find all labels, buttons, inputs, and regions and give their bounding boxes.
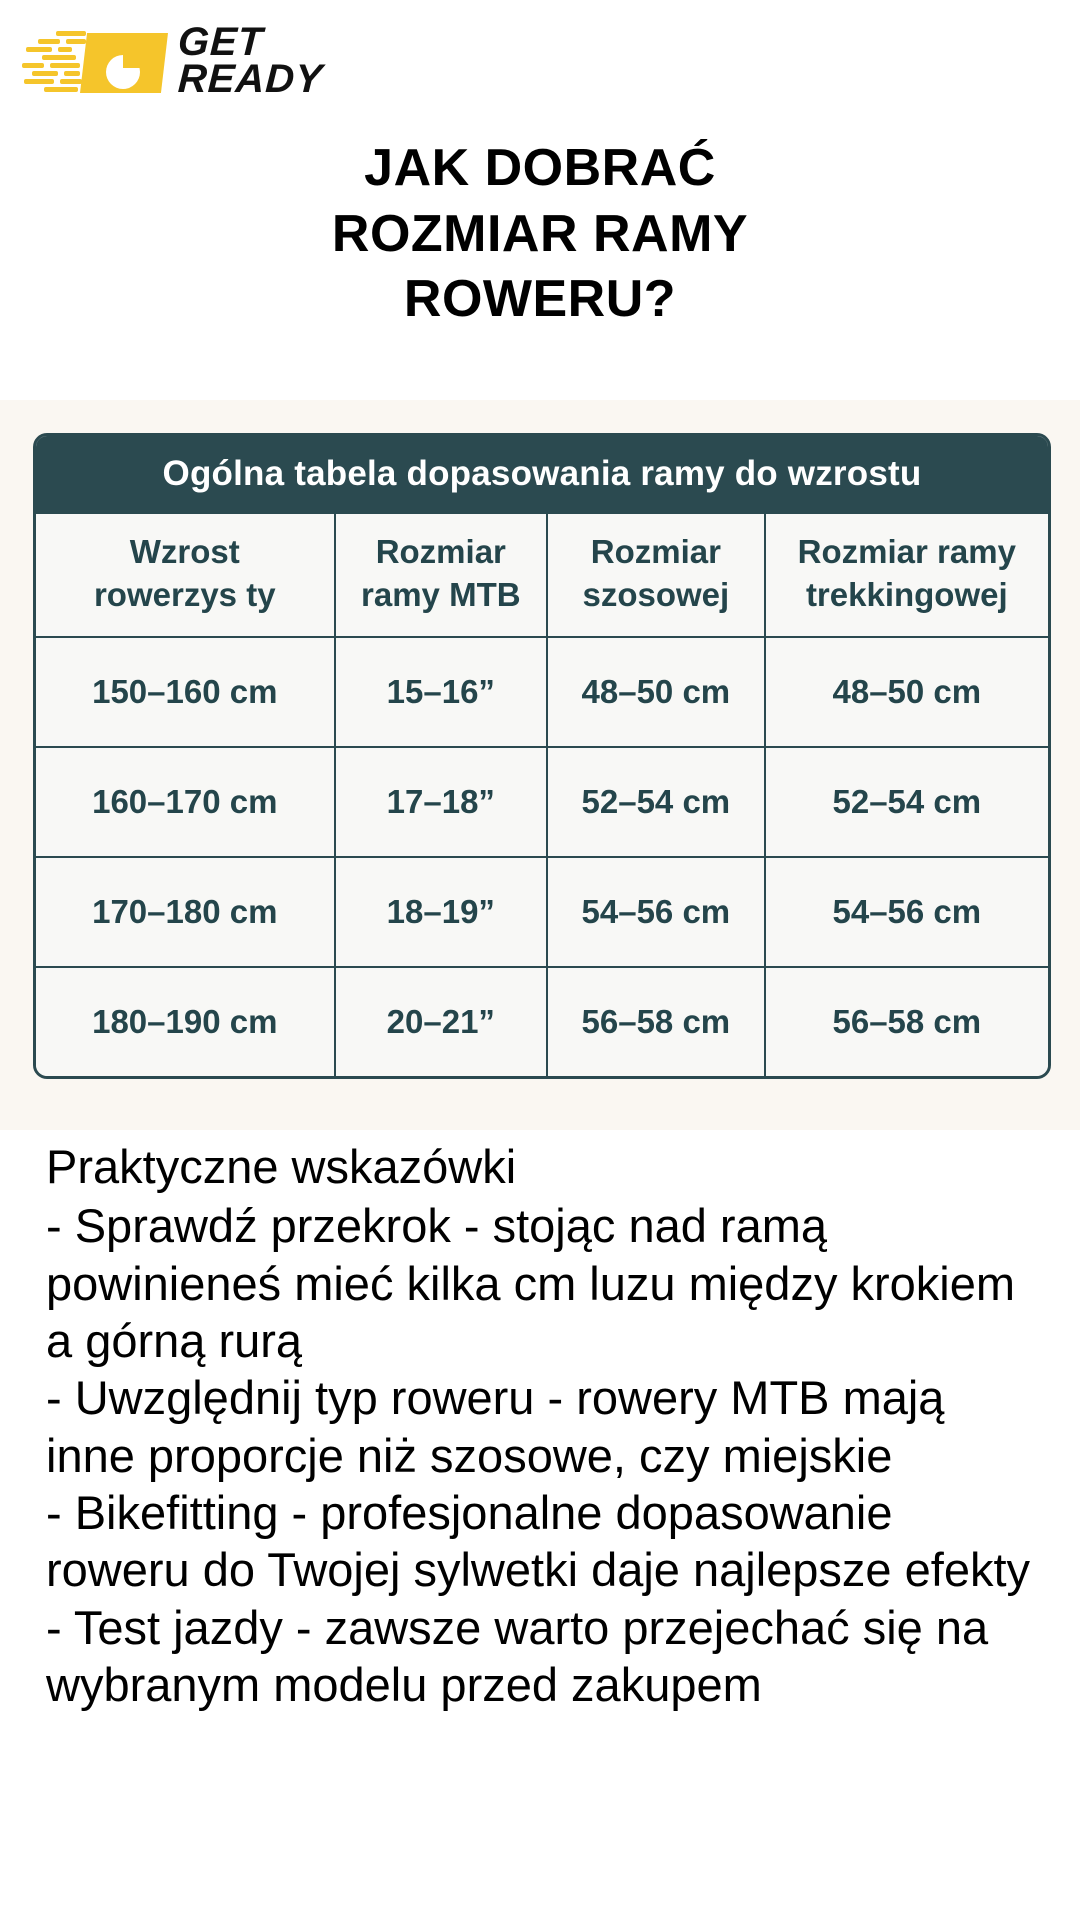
cell-trekking: 56–58 cm [765, 967, 1048, 1076]
get-ready-logo-icon [22, 25, 172, 97]
brand-logo [22, 22, 362, 100]
cell-road: 48–50 cm [547, 637, 765, 747]
cell-mtb: 15–16” [335, 637, 548, 747]
cell-mtb: 18–19” [335, 857, 548, 967]
list-item: - Bikefitting - profesjonalne dopasowanie roweru do Twojej sylwetki daje najlepsze efekty [46, 1485, 1031, 1597]
sizing-table [36, 514, 1048, 1076]
column-header-road-line2: szosowej [582, 576, 730, 613]
cell-mtb: 20–21” [335, 967, 548, 1076]
table-row [36, 747, 1048, 857]
list-item: - Uwzględnij typ roweru - rowery MTB mają inne proporcje niż szosowe, czy miejskie [46, 1371, 945, 1482]
cell-height: 170–180 cm [36, 857, 335, 967]
table-row [36, 857, 1048, 967]
logo-g-bar [123, 55, 143, 68]
cell-height: 160–170 cm [36, 747, 335, 857]
column-header-road [547, 514, 765, 637]
column-header-height [36, 514, 335, 637]
list-item: - Sprawdź przekrok - stojąc nad ramą powinieneś mieć kilka cm luzu między krokiem a górną rurą [46, 1199, 1016, 1367]
sizing-table-caption: Ogólna tabela dopasowania ramy do wzrostu [36, 436, 1048, 514]
list-item: - Test jazdy - zawsze warto przejechać się na wybranym modelu przed zakupem [46, 1600, 989, 1711]
cell-trekking: 54–56 cm [765, 857, 1048, 967]
tips-section [0, 1130, 1080, 1713]
page-title-line1: JAK DOBRAĆ [364, 139, 716, 197]
sizing-table-panel [0, 400, 1080, 1140]
cell-height: 180–190 cm [36, 967, 335, 1076]
cell-road: 56–58 cm [547, 967, 765, 1076]
brand-name-line2: READY [176, 57, 325, 101]
cell-road: 54–56 cm [547, 857, 765, 967]
tips-title: Praktyczne wskazówki [46, 1140, 517, 1193]
table-header-row [36, 514, 1048, 637]
cell-height: 150–160 cm [36, 637, 335, 747]
table-row [36, 967, 1048, 1076]
column-header-road-line1: Rozmiar [590, 533, 721, 571]
cell-mtb: 17–18” [335, 747, 548, 857]
column-header-mtb-line2: ramy MTB [361, 576, 521, 613]
cell-trekking: 52–54 cm [765, 747, 1048, 857]
page-title [0, 136, 1080, 333]
table-row [36, 637, 1048, 747]
column-header-height-line1: Wzrost [129, 533, 240, 571]
column-header-trekking-line1: Rozmiar ramy [797, 533, 1016, 571]
brand-name-line1: GET [176, 20, 265, 65]
tips-list [46, 1197, 1034, 1713]
column-header-mtb-line1: Rozmiar [375, 533, 506, 571]
sizing-table-card [33, 433, 1051, 1079]
page-title-line2: ROZMIAR RAMY [331, 204, 749, 263]
column-header-mtb [335, 514, 548, 637]
cell-road: 52–54 cm [547, 747, 765, 857]
brand-wordmark [176, 20, 325, 101]
column-header-trekking [765, 514, 1048, 637]
page-title-line3: ROWERU? [403, 270, 677, 329]
cell-trekking: 48–50 cm [765, 637, 1048, 747]
column-header-height-line2: rowerzys ty [93, 576, 276, 613]
column-header-trekking-line2: trekkingowej [805, 576, 1008, 613]
